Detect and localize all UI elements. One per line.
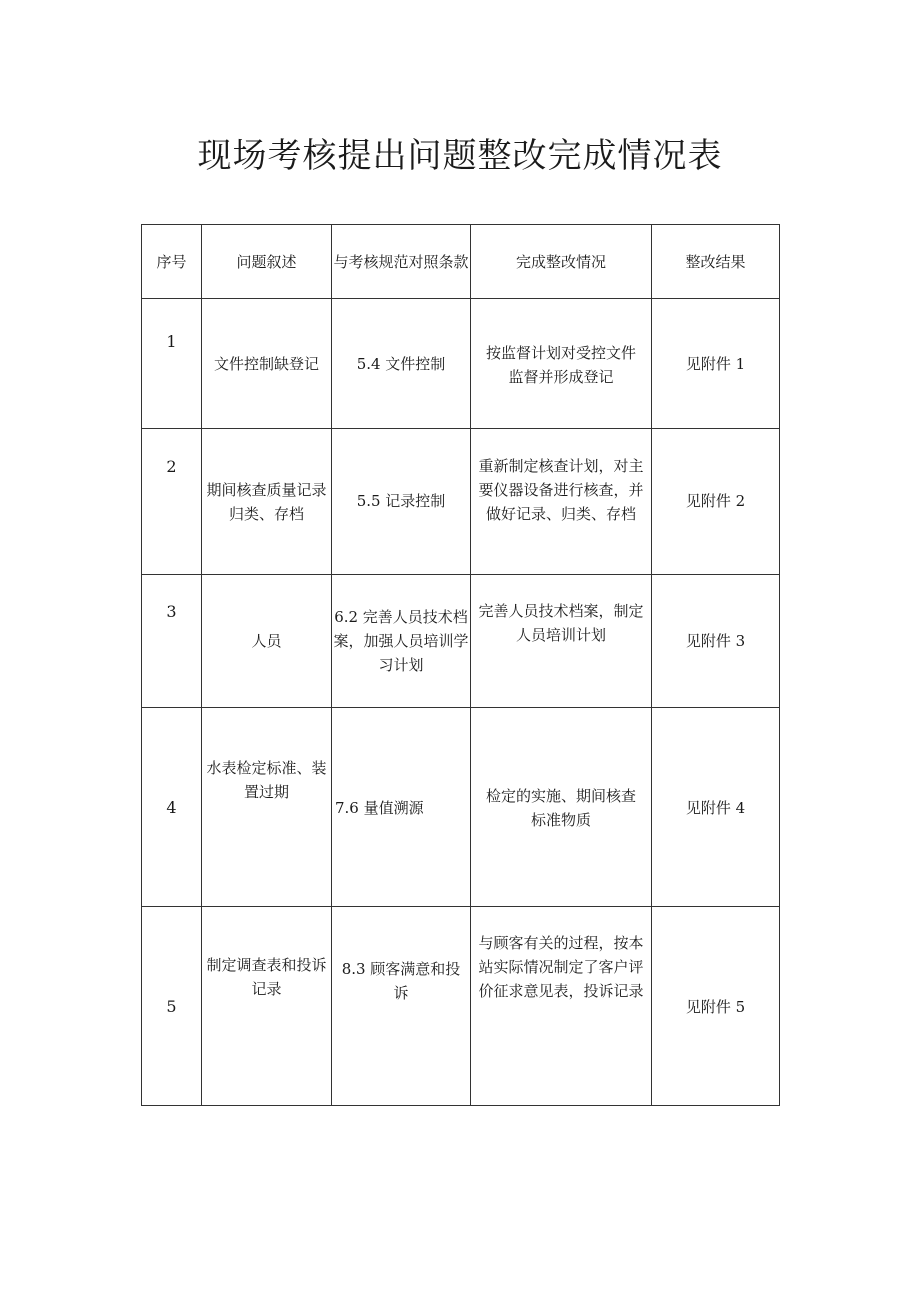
result-cell [652, 708, 780, 907]
status-cell [471, 907, 652, 1106]
header-clause: 与考核规范对照条款 [332, 225, 471, 299]
clause-text: 5.4 文件控制 [356, 355, 446, 373]
result-text: 见附件 4 [685, 799, 746, 817]
clause-cell [332, 299, 471, 429]
description-text: 人员 [251, 632, 282, 650]
result-cell [652, 299, 780, 429]
clause-text: 5.5 记录控制 [356, 492, 446, 510]
status-cell [471, 708, 652, 907]
result-text: 见附件 1 [685, 355, 746, 373]
result-text: 见附件 5 [685, 998, 746, 1016]
clause-cell [332, 429, 471, 575]
description-cell [202, 429, 332, 575]
row-number: 5 [166, 997, 177, 1016]
header-no: 序号 [142, 225, 202, 299]
result-cell [652, 429, 780, 575]
table-row [142, 907, 780, 1106]
clause-cell [332, 907, 471, 1106]
result-text: 见附件 3 [685, 632, 746, 650]
status-text: 检定的实施、期间核查标准物质 [485, 787, 636, 829]
rectification-table [141, 224, 780, 1106]
clause-text: 7.6 量值溯源 [335, 799, 424, 817]
clause-cell [332, 575, 471, 708]
header-status: 完成整改情况 [471, 225, 652, 299]
header-description: 问题叙述 [202, 225, 332, 299]
row-number-cell [142, 708, 202, 907]
description-cell [202, 907, 332, 1106]
result-cell [652, 907, 780, 1106]
description-text: 制定调查表和投诉记录 [206, 956, 327, 998]
page-title: 现场考核提出问题整改完成情况表 [197, 136, 723, 176]
row-number: 4 [166, 798, 177, 817]
status-cell [471, 575, 652, 708]
row-number-cell [142, 299, 202, 429]
row-number: 3 [166, 602, 177, 621]
row-number-cell [142, 907, 202, 1106]
row-number: 1 [166, 332, 177, 351]
table-row [142, 575, 780, 708]
description-text: 水表检定标准、装置过期 [206, 759, 327, 801]
status-cell [471, 299, 652, 429]
row-number-cell [142, 575, 202, 708]
status-cell [471, 429, 652, 575]
status-text: 重新制定核查计划，对主要仪器设备进行核查，并做好记录、归类、存档 [478, 457, 644, 523]
clause-text: 6.2 完善人员技术档案，加强人员培训学习计划 [333, 608, 469, 674]
description-cell [202, 299, 332, 429]
description-text: 期间核查质量记录归类、存档 [206, 481, 327, 523]
status-text: 按监督计划对受控文件监督并形成登记 [485, 344, 636, 386]
result-text: 见附件 2 [685, 492, 746, 510]
table-row [142, 708, 780, 907]
clause-text: 8.3 顾客满意和投诉 [341, 960, 461, 1002]
row-number-cell [142, 429, 202, 575]
table-header-row [142, 225, 780, 299]
status-text: 与顾客有关的过程，按本站实际情况制定了客户评价征求意见表，投诉记录 [478, 934, 644, 1000]
status-text: 完善人员技术档案，制定人员培训计划 [478, 602, 644, 644]
result-cell [652, 575, 780, 708]
description-cell [202, 708, 332, 907]
header-result: 整改结果 [652, 225, 780, 299]
clause-cell [332, 708, 471, 907]
table-row [142, 429, 780, 575]
table-row [142, 299, 780, 429]
description-text: 文件控制缺登记 [213, 355, 319, 373]
row-number: 2 [166, 457, 177, 476]
description-cell [202, 575, 332, 708]
